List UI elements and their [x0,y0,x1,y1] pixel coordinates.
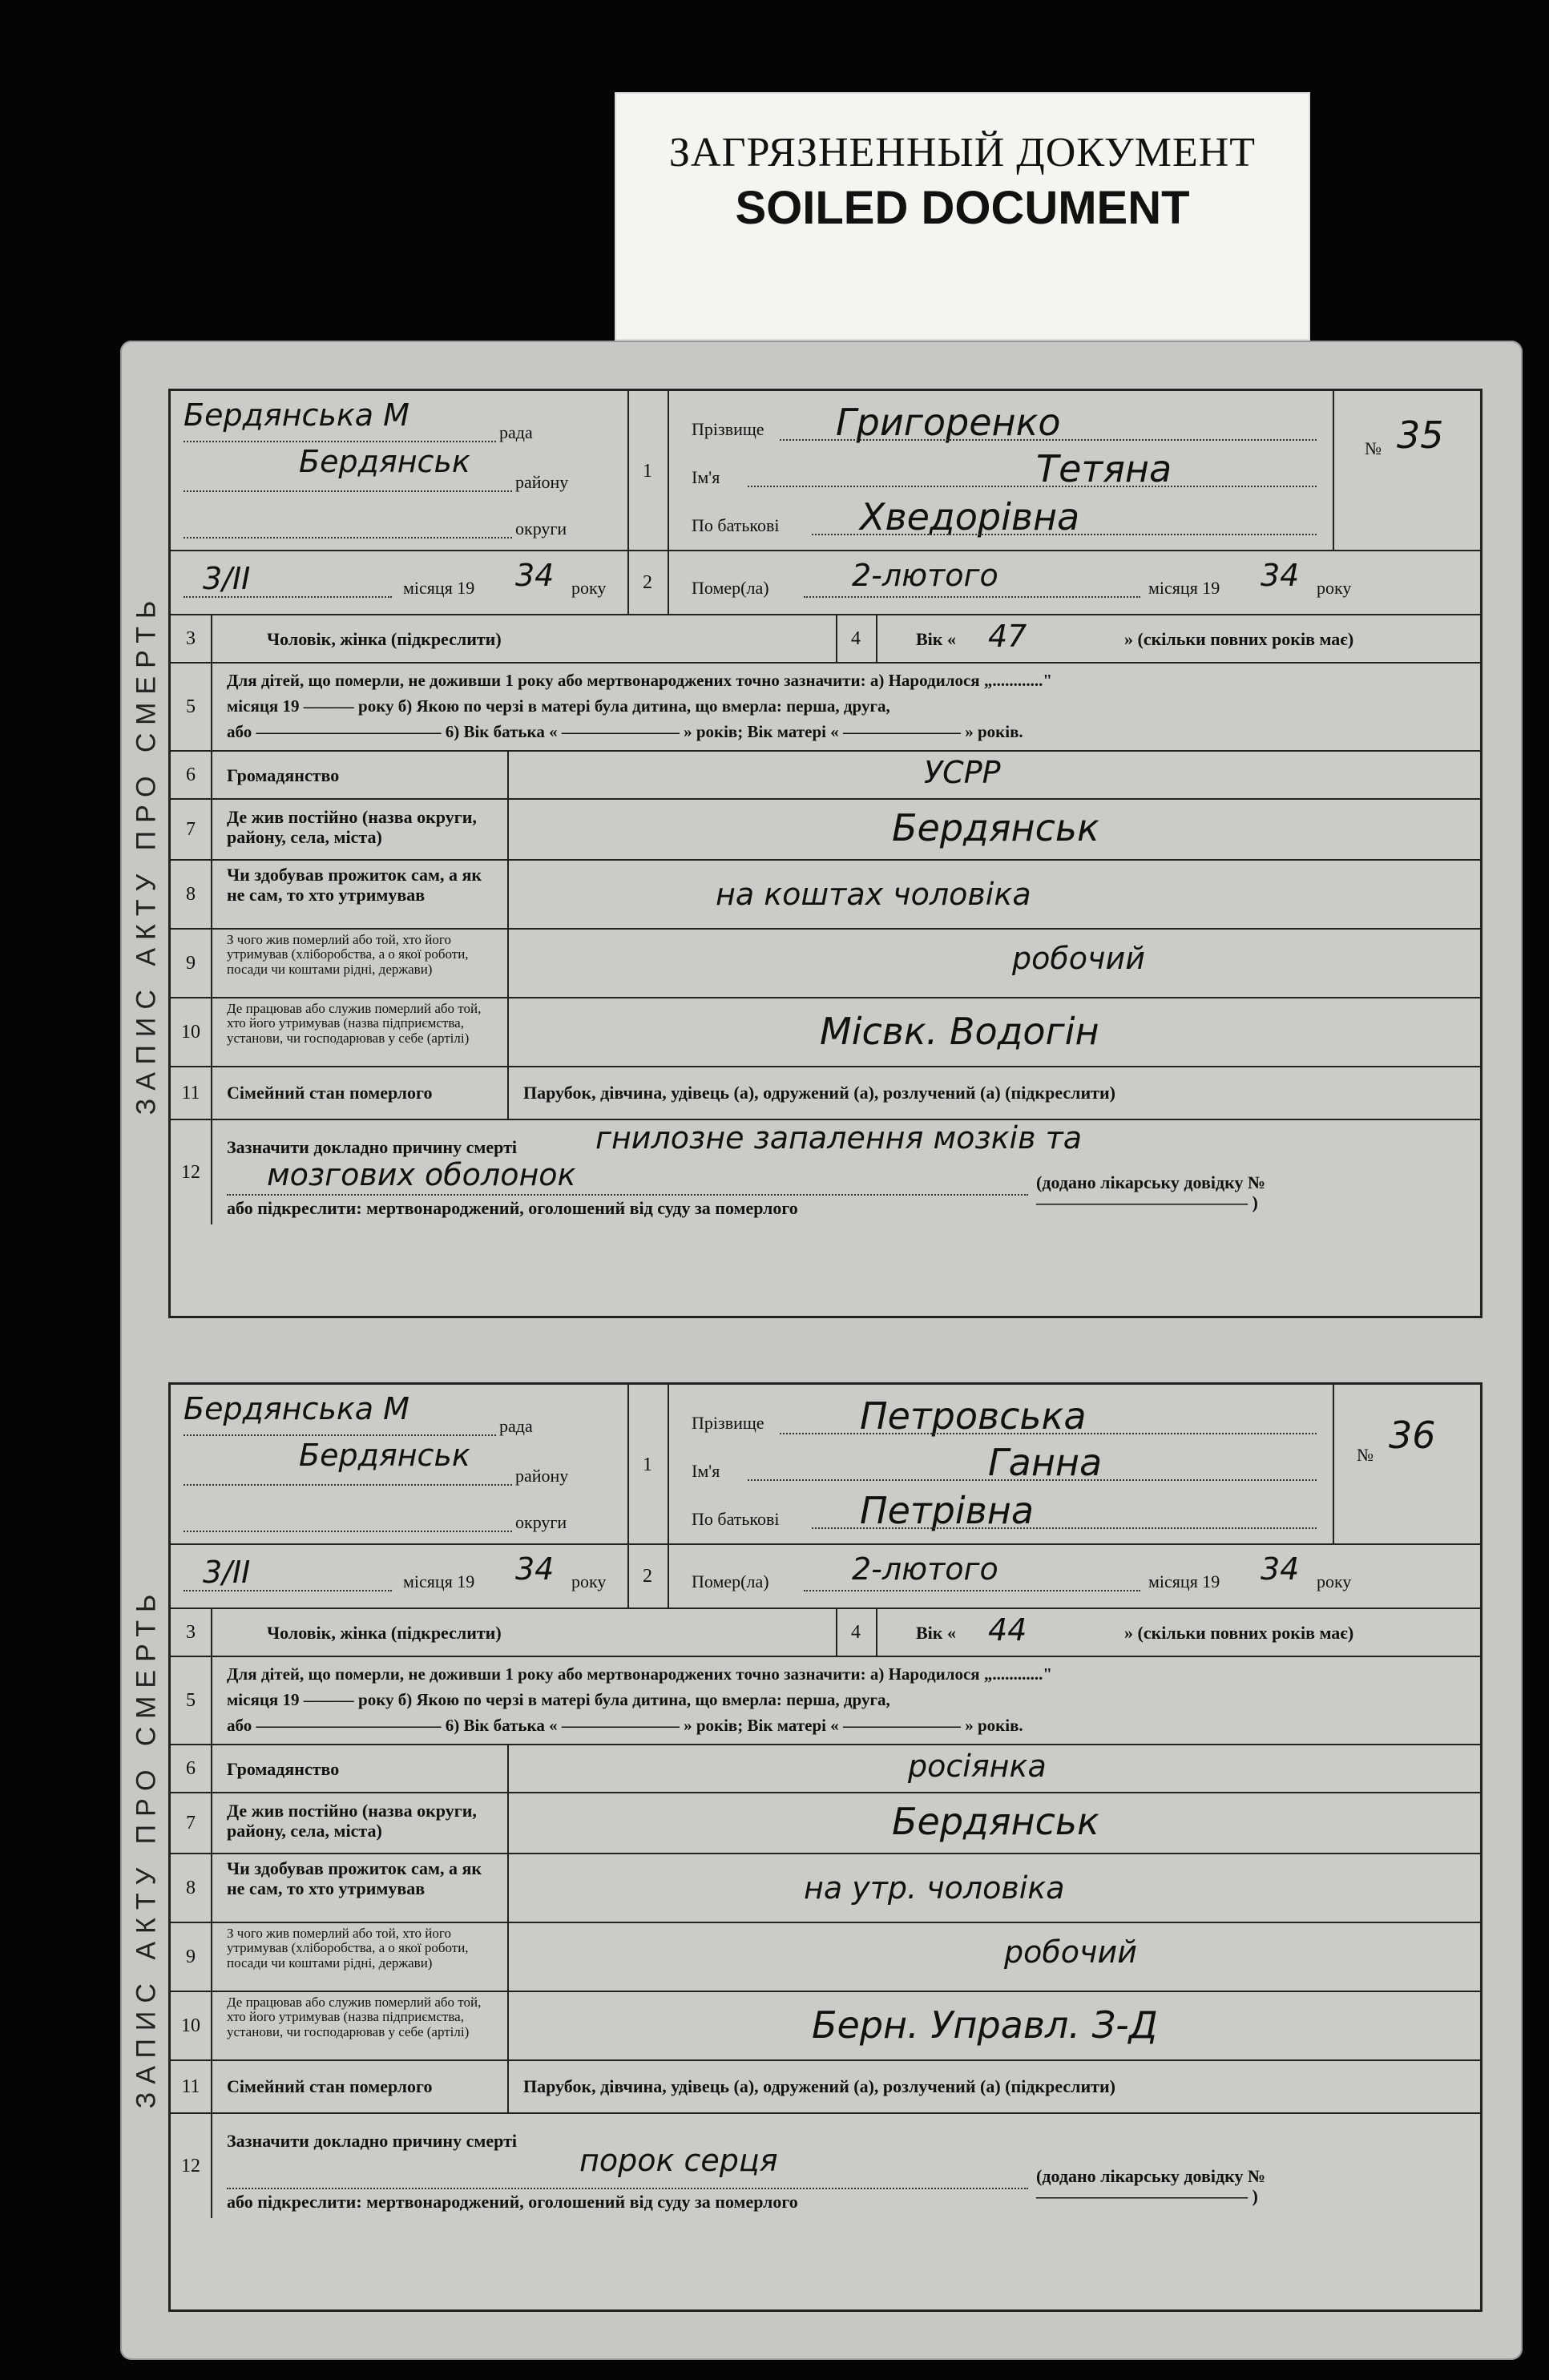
label-russian: ЗАГРЯЗНЕННЫЙ ДОКУМЕНТ [668,130,1257,175]
reg-year-label: року [571,1571,607,1591]
occupation-row-2 [171,1923,1480,1992]
rada-value: Бердянська М [184,397,409,433]
sex-age-row-2 [171,1609,1480,1657]
field-number: 2 [627,1545,669,1608]
occupation-label: З чого жив померлий або той, хто його утримував (хліборобства, а о якої роботи, посади чи коштами рідні, держави) [227,932,469,977]
citizenship-value: УСРР [924,755,1001,790]
death-year-value: 34 [1261,558,1300,593]
side-title: ЗАПИС АКТУ ПРО СМЕРТЬ [131,1586,162,2108]
name-value: Тетяна [1036,447,1172,490]
support-value: на коштах чоловіка [716,877,1031,912]
death-day-value: 2-лютого [852,1551,998,1587]
name-label: Ім'я [692,467,720,487]
date-row-1 [171,551,1480,615]
field-number: 9 [171,1923,212,1991]
workplace-value: Місвк. Водогін [820,1010,1099,1053]
field-number: 11 [171,2061,212,2112]
cause-row-2 [171,2114,1480,2218]
field-number: 7 [171,1793,212,1853]
age-tail-label: » (скільки повних років має) [1124,629,1354,649]
field-number: 4 [836,615,877,662]
reg-year-label: року [571,578,607,598]
rada-label: рада [499,422,533,442]
sex-age-row-1 [171,615,1480,664]
certificate-label: (додано лікарську довідку № ———————————— ) [1036,1172,1266,1212]
marital-label: Сімейний стан померлого [227,1083,433,1103]
header-row-2 [171,1385,1480,1545]
workplace-label: Де працював або служив померлий або той, хто його утримував (назва підприємства, установи, чи господарював у себе (артілі) [227,1995,482,2039]
death-record-1 [131,389,1482,1318]
patronymic-value: Петрівна [860,1489,1035,1532]
field-number: 2 [627,551,669,614]
children-line-2: місяця 19 ——— року б) Якою по черзі в матері була дитина, що вмерла: перша, друга, [227,1690,890,1709]
sex-label: Чоловік, жінка (підкреслити) [267,1623,502,1643]
record-number-value: 36 [1389,1414,1436,1457]
surname-label: Прізвище [692,419,764,439]
field-number: 5 [171,1657,212,1744]
patronymic-value: Хведорівна [860,495,1080,539]
residence-label: Де жив постійно (назва округи, району, села, міста) [227,807,477,847]
support-label: Чи здобував прожиток сам, а як не сам, то хто утримував [227,865,482,905]
death-label: Помер(ла) [692,578,769,598]
reg-day-value: 3/II [203,1555,251,1590]
cause-value-line-1: гнилозне запалення мозків та [595,1120,1082,1156]
children-row-2 [171,1657,1480,1745]
name-label: Ім'я [692,1461,720,1481]
surname-value: Григоренко [836,401,1061,444]
marital-options: Парубок, дівчина, удівець (а), одружений (а), розлучений (а) (підкреслити) [523,1083,1115,1103]
workplace-label: Де працював або служив померлий або той, хто його утримував (назва підприємства, установи, чи господарював у себе (артілі) [227,1001,482,1046]
cause-label: Зазначити докладно причину смерті [227,2131,517,2151]
support-row-1 [171,861,1480,930]
name-value: Ганна [988,1441,1103,1484]
raion-label: району [515,472,569,492]
field-number: 10 [171,998,212,1066]
rada-label: рада [499,1416,533,1436]
field-number: 6 [171,1745,212,1792]
age-value: 44 [988,1612,1027,1648]
stillborn-label: або підкреслити: мертвонароджений, оголошений від суду за померлого [227,2192,798,2212]
death-month-label: місяця 19 [1148,578,1220,598]
field-number: 8 [171,1854,212,1922]
cause-value-line-2: мозгових оболонок [267,1157,576,1192]
sex-label: Чоловік, жінка (підкреслити) [267,629,502,649]
field-number: 11 [171,1067,212,1119]
citizenship-label: Громадянство [227,765,340,785]
field-number: 8 [171,861,212,928]
patronymic-label: По батькові [692,1509,780,1529]
field-number: 3 [171,615,212,662]
workplace-row-1 [171,998,1480,1067]
children-row-1 [171,664,1480,752]
side-title: ЗАПИС АКТУ ПРО СМЕРТЬ [131,592,162,1115]
raion-label: району [515,1466,569,1486]
citizenship-row-2 [171,1745,1480,1793]
surname-value: Петровська [860,1394,1087,1438]
marital-label: Сімейний стан померлого [227,2076,433,2096]
field-number: 6 [171,752,212,798]
okruhy-label: округи [515,1512,567,1532]
field-number: 12 [171,1120,212,1224]
occupation-row-1 [171,930,1480,998]
field-number: 12 [171,2114,212,2218]
cause-label: Зазначити докладно причину смерті [227,1137,517,1157]
certificate-label: (додано лікарську довідку № ———————————— ) [1036,2166,1266,2206]
reg-year-value: 34 [515,1551,555,1587]
death-year-value: 34 [1261,1551,1300,1587]
age-label: Вік « [916,1623,956,1643]
marital-row-1 [171,1067,1480,1120]
children-line-3: або ——————————— 6) Вік батька « ——————— » років; Вік матері « ——————— » років. [227,1716,1023,1735]
date-row-2 [171,1545,1480,1609]
death-day-value: 2-лютого [852,558,998,593]
field-number: 9 [171,930,212,997]
death-month-label: місяця 19 [1148,1571,1220,1591]
soiled-document-label [615,92,1310,341]
raion-value: Бердянськ [299,444,470,479]
residence-row-1 [171,800,1480,861]
marital-options: Парубок, дівчина, удівець (а), одружений (а), розлучений (а) (підкреслити) [523,2076,1115,2096]
children-line-3: або ——————————— 6) Вік батька « ——————— » років; Вік матері « ——————— » років. [227,722,1023,741]
citizenship-label: Громадянство [227,1759,340,1779]
citizenship-row-1 [171,752,1480,800]
children-line-2: місяця 19 ——— року б) Якою по черзі в матері була дитина, що вмерла: перша, друга, [227,696,890,716]
residence-value: Бердянськ [892,1800,1099,1843]
residence-label: Де жив постійно (назва округи, району, села, міста) [227,1801,477,1841]
occupation-label: З чого жив померлий або той, хто його утримував (хліборобства, а о якої роботи, посади чи коштами рідні, держави) [227,1926,469,1971]
cause-value-line-1: порок серця [579,2143,778,2178]
label-english: SOILED DOCUMENT [735,182,1190,234]
marital-row-2 [171,2061,1480,2114]
age-label: Вік « [916,629,956,649]
field-number: 10 [171,1992,212,2059]
record-number-value: 35 [1397,413,1444,457]
workplace-row-2 [171,1992,1480,2061]
stillborn-label: або підкреслити: мертвонароджений, оголошений від суду за померлого [227,1198,798,1218]
death-record-2 [131,1382,1482,2312]
residence-value: Бердянськ [892,806,1099,849]
reg-day-value: 3/II [203,561,251,596]
rada-value: Бердянська М [184,1391,409,1426]
field-number: 5 [171,664,212,750]
age-value: 47 [988,619,1027,654]
citizenship-value: росіянка [908,1749,1047,1784]
field-number: 3 [171,1609,212,1656]
field-number: 4 [836,1609,877,1656]
support-value: на утр. чоловіка [804,1870,1065,1906]
cause-row-1 [171,1120,1480,1224]
occupation-value: робочий [1012,941,1145,976]
death-label: Помер(ла) [692,1571,769,1591]
residence-row-2 [171,1793,1480,1854]
reg-year-value: 34 [515,558,555,593]
patronymic-label: По батькові [692,515,780,535]
field-number: 1 [627,1385,669,1545]
okruhy-label: округи [515,518,567,539]
header-row-1 [171,391,1480,551]
surname-label: Прізвище [692,1413,764,1433]
children-line-1: Для дітей, що померли, не доживши 1 року або мертвонароджених точно зазначити: а) Народилося „............" [227,671,1053,690]
support-row-2 [171,1854,1480,1923]
workplace-value: Берн. Управл. З-Д [812,2003,1158,2047]
field-number: 1 [627,391,669,551]
field-number: 7 [171,800,212,859]
death-year-label: року [1317,1571,1352,1591]
record-number-label: № [1357,1445,1374,1465]
support-label: Чи здобував прожиток сам, а як не сам, то хто утримував [227,1858,482,1898]
reg-month-label: місяця 19 [403,578,475,598]
death-year-label: року [1317,578,1352,598]
raion-value: Бердянськ [299,1438,470,1473]
children-line-1: Для дітей, що померли, не доживши 1 року або мертвонароджених точно зазначити: а) Народилося „............" [227,1664,1053,1684]
reg-month-label: місяця 19 [403,1571,475,1591]
death-record-page [120,341,1523,2360]
occupation-value: робочий [1004,1934,1137,1970]
age-tail-label: » (скільки повних років має) [1124,1623,1354,1643]
record-number-label: № [1365,438,1382,458]
